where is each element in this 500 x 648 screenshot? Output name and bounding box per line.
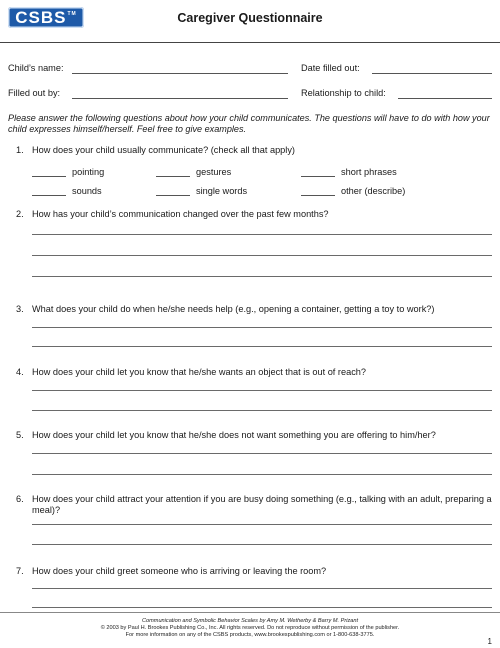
date-filled-field[interactable]	[372, 73, 492, 74]
checkbox-line-gestures[interactable]	[156, 176, 190, 177]
answer-line[interactable]	[32, 410, 492, 411]
header-divider	[0, 42, 500, 43]
logo-trademark: TM	[67, 11, 77, 17]
page-number: 1	[487, 637, 492, 646]
answer-line[interactable]	[32, 390, 492, 391]
question-number: 1.	[16, 145, 24, 155]
footer-credit: Communication and Symbolic Behavior Scales by Amy M. Wetherby & Barry M. Prizant	[141, 618, 359, 624]
logo-text: CSBS	[15, 7, 67, 27]
checkbox-line-other[interactable]	[301, 195, 335, 196]
option-short-phrases: short phrases	[341, 167, 397, 177]
question-number: 3.	[16, 304, 24, 314]
option-sounds: sounds	[72, 186, 102, 196]
checkbox-line-single-words[interactable]	[156, 195, 190, 196]
answer-line[interactable]	[32, 346, 492, 347]
question-number: 4.	[16, 367, 24, 377]
answer-line[interactable]	[32, 327, 492, 328]
answer-line[interactable]	[32, 234, 492, 235]
question-text: How does your child attract your attention if you are busy doing something (e.g., talking with an adult, preparing a meal)?	[32, 494, 492, 515]
answer-line[interactable]	[32, 453, 492, 454]
option-other: other (describe)	[341, 186, 406, 196]
answer-line[interactable]	[32, 607, 492, 608]
checkbox-line-short-phrases[interactable]	[301, 176, 335, 177]
answer-line[interactable]	[32, 544, 492, 545]
answer-line[interactable]	[32, 276, 492, 277]
question-text: How does your child greet someone who is arriving or leaving the room?	[32, 566, 327, 576]
childs-name-field[interactable]	[72, 73, 288, 74]
checkbox-line-pointing[interactable]	[32, 176, 66, 177]
instructions-text: Please answer the following questions about how your child communicates. The questions will have to do with how your child expresses himself/herself. Feel free to give examples.	[8, 113, 490, 134]
date-filled-label: Date filled out:	[301, 63, 360, 73]
question-number: 6.	[16, 494, 24, 504]
option-gestures: gestures	[196, 167, 232, 177]
childs-name-label: Child’s name:	[8, 63, 64, 73]
question-text: How does your child let you know that he/she wants an object that is out of reach?	[32, 367, 367, 377]
question-number: 2.	[16, 209, 24, 219]
question-text: How does your child usually communicate? (check all that apply)	[32, 145, 295, 155]
checkbox-line-sounds[interactable]	[32, 195, 66, 196]
question-number: 5.	[16, 430, 24, 440]
answer-line[interactable]	[32, 474, 492, 475]
filled-by-field[interactable]	[72, 98, 288, 99]
page-title: Caregiver Questionnaire	[177, 11, 323, 25]
option-pointing: pointing	[72, 167, 105, 177]
filled-by-label: Filled out by:	[8, 88, 61, 98]
answer-line[interactable]	[32, 588, 492, 589]
relationship-field[interactable]	[398, 98, 492, 99]
footer-divider	[0, 612, 500, 613]
question-text: How has your child’s communication changed over the past few months?	[32, 209, 329, 219]
footer-contact: For more information on any of the CSBS products, www.brookespublishing.com or 1-800-638-3775.	[125, 632, 375, 638]
footer-copyright: © 2003 by Paul H. Brookes Publishing Co., Inc. All rights reserved. Do not reproduce without permission of the publisher.	[100, 625, 400, 631]
question-text: How does your child let you know that he/she does not want something you are offering to him/her?	[32, 430, 436, 440]
answer-line[interactable]	[32, 524, 492, 525]
answer-line[interactable]	[32, 255, 492, 256]
question-number: 7.	[16, 566, 24, 576]
option-single-words: single words	[196, 186, 248, 196]
question-text: What does your child do when he/she needs help (e.g., opening a container, getting a toy to work?)	[32, 304, 435, 314]
relationship-label: Relationship to child:	[301, 88, 386, 98]
